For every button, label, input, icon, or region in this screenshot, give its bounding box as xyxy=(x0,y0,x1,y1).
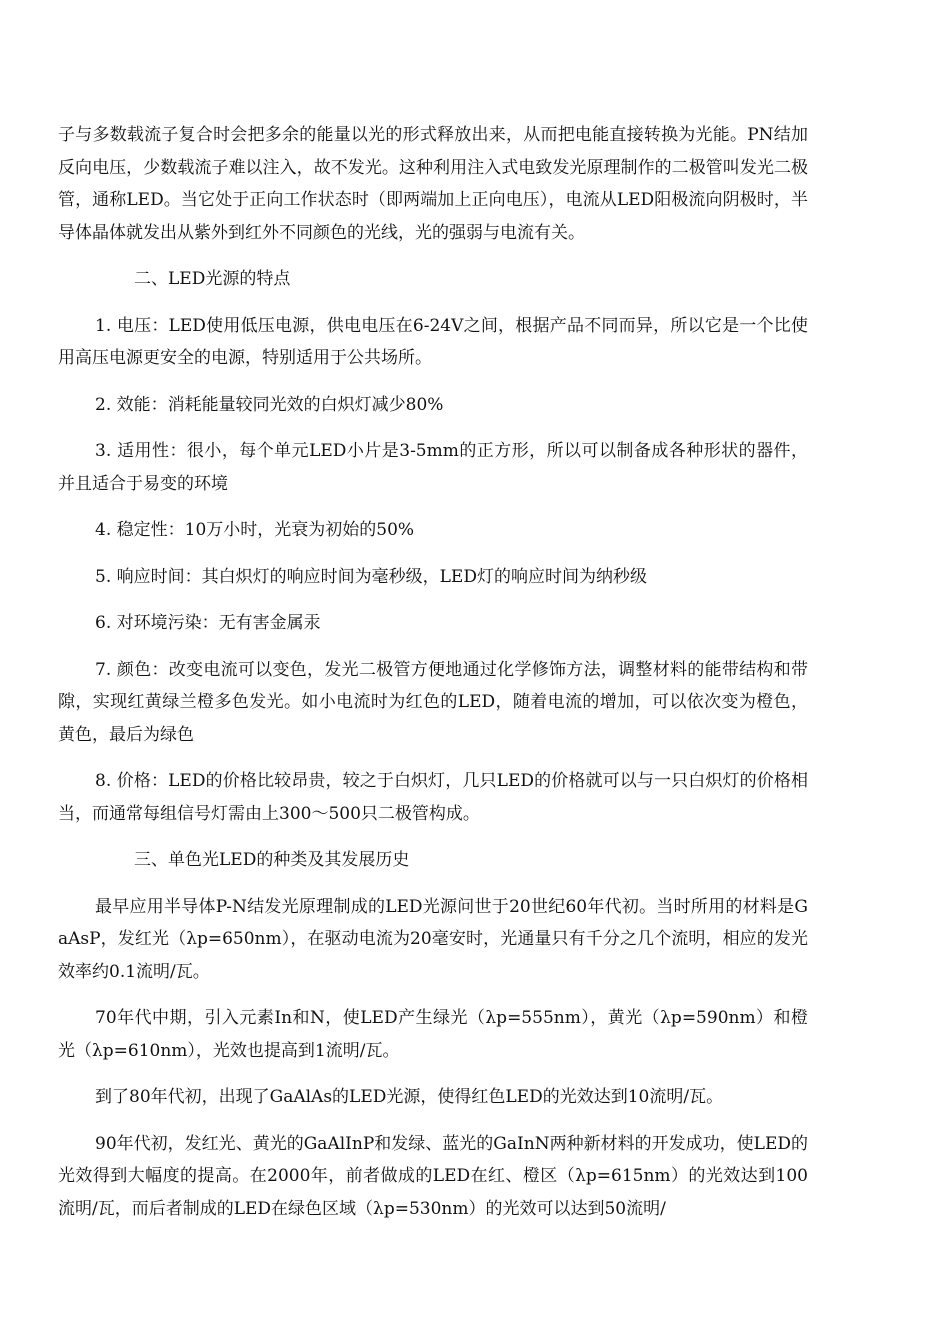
list-item-color: 7. 颜色：改变电流可以变色，发光二极管方便地通过化学修饰方法，调整材料的能带结构和带隙，实现红黄绿兰橙多色发光。如小电流时为红色的LED，随着电流的增加，可以依次变为橙色，黄色，最后为绿色 xyxy=(58,659,808,745)
section-heading-led-history: 三、单色光LED的种类及其发展历史 xyxy=(134,850,410,870)
list-item-stability: 4. 稳定性：10万小时，光衰为初始的50% xyxy=(95,520,415,540)
document-body xyxy=(58,119,808,1239)
list-item-applicability: 3. 适用性：很小，每个单元LED小片是3-5mm的正方形，所以可以制备成各种形状的器件，并且适合于易变的环境 xyxy=(58,441,808,494)
list-item-response-time: 5. 响应时间：其白炽灯的响应时间为毫秒级，LED灯的响应时间为纳秒级 xyxy=(95,566,647,587)
section-heading-led-features: 二、LED光源的特点 xyxy=(134,269,291,289)
list-item-price: 8. 价格：LED的价格比较昂贵，较之于白炽灯，几只LED的价格就可以与一只白炽灯的价格相当，而通常每组信号灯需由上300～500只二极管构成。 xyxy=(58,771,808,824)
list-item-efficiency: 2. 效能：消耗能量较同光效的白炽灯减少80% xyxy=(95,394,444,415)
paragraph-history-1980s: 到了80年代初，出现了GaAlAs的LED光源，使得红色LED的光效达到10流明/瓦。 xyxy=(95,1087,724,1107)
paragraph-history-1990s: 90年代初，发红光、黄光的GaAlInP和发绿、蓝光的GaInN两种新材料的开发成功，使LED的光效得到大幅度的提高。在2000年，前者做成的LED在红、橙区（λp=615nm）的光效达到100流明/瓦，而后者制成的LED在绿色区域（λp=530nm）的光效可以达到50流明/ xyxy=(58,1133,808,1219)
paragraph-history-1960s: 最早应用半导体P-N结发光原理制成的LED光源问世于20世纪60年代初。当时所用的材料是GaAsP，发红光（λp=650nm），在驱动电流为20毫安时，光通量只有千分之几个流明，相应的发光效率约0.1流明/瓦。 xyxy=(58,896,808,982)
paragraph-led-principle: 子与多数载流子复合时会把多余的能量以光的形式释放出来，从而把电能直接转换为光能。PN结加反向电压，少数载流子难以注入，故不发光。这种利用注入式电致发光原理制作的二极管叫发光二极管，通称LED。当它处于正向工作状态时（即两端加上正向电压），电流从LED阳极流向阴极时，半导体晶体就发出从紫外到红外不同颜色的光线，光的强弱与电流有关。 xyxy=(58,125,808,243)
list-item-environment: 6. 对环境污染：无有害金属汞 xyxy=(95,613,321,633)
paragraph-history-1970s: 70年代中期，引入元素In和N，使LED产生绿光（λp=555nm），黄光（λp=590nm）和橙光（λp=610nm），光效也提高到1流明/瓦。 xyxy=(58,1008,808,1061)
list-item-voltage: 1. 电压：LED使用低压电源，供电电压在6-24V之间，根据产品不同而异，所以它是一个比使用高压电源更安全的电源，特别适用于公共场所。 xyxy=(58,315,808,368)
